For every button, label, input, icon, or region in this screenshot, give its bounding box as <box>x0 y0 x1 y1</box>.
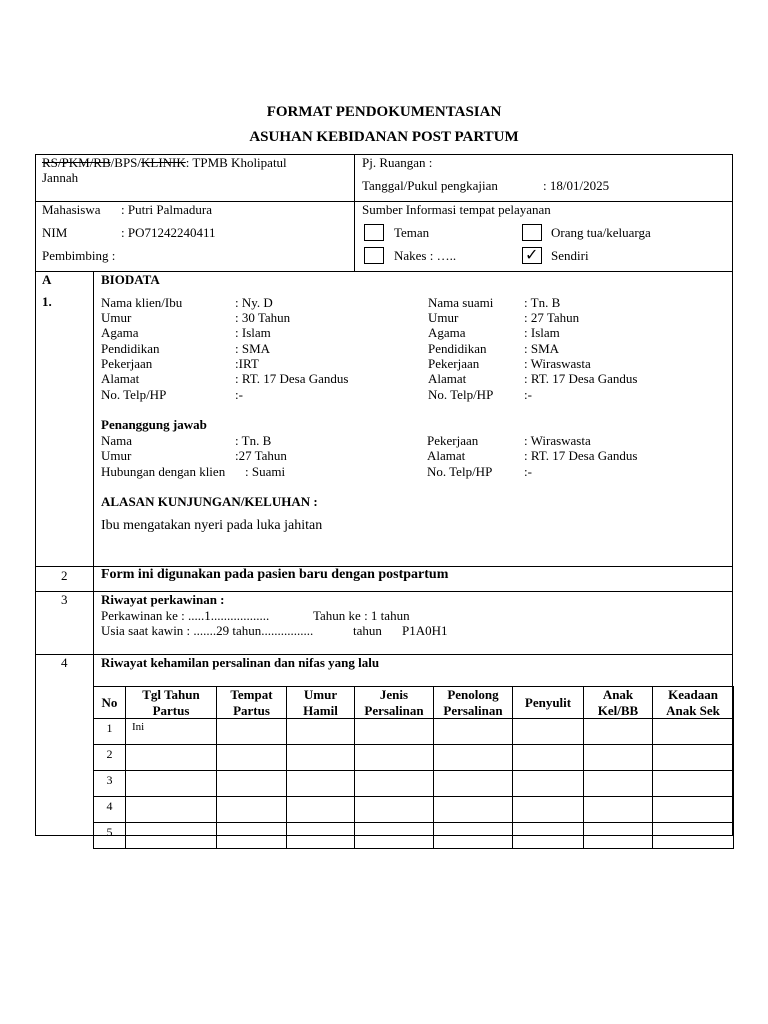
husband-field-label: Agama <box>428 325 466 340</box>
table-row <box>94 823 734 849</box>
section-a-number: 1. <box>42 294 52 309</box>
section-3-number: 3 <box>61 592 68 607</box>
guardian-field-value: :- <box>524 464 532 479</box>
table-header-row <box>94 687 734 719</box>
tanggal-label: Tanggal/Pukul pengkajian <box>362 178 498 193</box>
checkbox-teman[interactable] <box>364 224 384 241</box>
option-nakes-label: Nakes : ….. <box>394 248 457 263</box>
pj-ruangan-label: Pj. Ruangan : <box>362 155 433 170</box>
table-cell[interactable] <box>653 745 734 771</box>
husband-field-label: Alamat <box>428 371 467 386</box>
riwayat-kehamilan-heading: Riwayat kehamilan persalinan dan nifas yang lalu <box>101 655 380 670</box>
row-number: 2 <box>94 745 126 771</box>
husband-field-value: : RT. 17 Desa Gandus <box>524 371 638 386</box>
column-header: Keadaan Anak Sek <box>653 687 734 719</box>
checkmark-icon: ✓ <box>525 245 539 264</box>
document-subtitle: ASUHAN KEBIDANAN POST PARTUM <box>249 129 519 145</box>
gpa-code: P1A0H1 <box>402 623 448 638</box>
column-header: Penolong Persalinan <box>434 687 513 719</box>
usia-kawin: Usia saat kawin : .......29 tahun................ <box>101 623 314 638</box>
table-cell[interactable] <box>513 745 584 771</box>
husband-field-value: : Islam <box>524 325 560 340</box>
facility-name-cont: Jannah <box>42 170 79 185</box>
table-cell[interactable] <box>513 771 584 797</box>
table-cell[interactable] <box>217 823 287 849</box>
client-field-label: Agama <box>101 325 139 340</box>
guardian-field-label: Hubungan dengan klien <box>101 464 226 479</box>
husband-field-label: Pekerjaan <box>428 356 480 371</box>
tgl-cell[interactable] <box>126 771 217 797</box>
table-cell[interactable] <box>287 823 355 849</box>
table-cell[interactable] <box>217 719 287 745</box>
nim-value: : PO71242240411 <box>121 225 216 240</box>
guardian-field-value: : Tn. B <box>235 433 272 448</box>
client-field-value: : 30 Tahun <box>235 310 291 325</box>
table-cell[interactable] <box>287 745 355 771</box>
client-field-value: : Ny. D <box>235 295 273 310</box>
table-cell[interactable] <box>355 797 434 823</box>
tahun-ke: Tahun ke : 1 tahun <box>313 608 410 623</box>
husband-field-label: No. Telp/HP <box>428 387 494 402</box>
tgl-cell[interactable] <box>126 823 217 849</box>
table-cell[interactable] <box>513 823 584 849</box>
tanggal-value: : 18/01/2025 <box>543 178 610 193</box>
table-cell[interactable] <box>355 745 434 771</box>
client-field-label: No. Telp/HP <box>101 387 167 402</box>
penanggung-jawab-heading: Penanggung jawab <box>101 417 207 432</box>
mahasiswa-value: : Putri Palmadura <box>121 202 212 217</box>
table-cell[interactable] <box>584 797 653 823</box>
client-field-label: Pekerjaan <box>101 356 153 371</box>
table-cell[interactable] <box>584 719 653 745</box>
client-field-value: : SMA <box>235 341 271 356</box>
sumber-informasi-label: Sumber Informasi tempat pelayanan <box>362 202 551 217</box>
table-cell[interactable] <box>653 771 734 797</box>
column-header: Penyulit <box>513 687 584 719</box>
row-number: 4 <box>94 797 126 823</box>
table-cell[interactable] <box>287 719 355 745</box>
section-2-number: 2 <box>61 568 68 583</box>
table-cell[interactable] <box>217 771 287 797</box>
biodata-heading: BIODATA <box>101 272 160 287</box>
column-header: Tempat Partus <box>217 687 287 719</box>
table-row <box>94 771 734 797</box>
table-cell[interactable] <box>287 797 355 823</box>
option-sendiri-label: Sendiri <box>551 248 589 263</box>
row-number: 1 <box>94 719 126 745</box>
guardian-field-label: Nama <box>101 433 133 448</box>
section-4-number: 4 <box>61 655 68 670</box>
header-divider <box>354 154 355 271</box>
husband-field-label: Umur <box>428 310 459 325</box>
usia-kawin-unit: tahun <box>353 623 382 638</box>
section-a-letter: A <box>42 272 52 287</box>
alasan-kunjungan-text: Ibu mengatakan nyeri pada luka jahitan <box>101 518 323 533</box>
client-field-value: :- <box>235 387 243 402</box>
husband-field-label: Pendidikan <box>428 341 487 356</box>
client-field-value: :IRT <box>235 356 259 371</box>
guardian-field-label: No. Telp/HP <box>427 464 493 479</box>
table-cell[interactable] <box>217 797 287 823</box>
client-field-label: Umur <box>101 310 132 325</box>
facility-label: RS/PKM/RB/BPS/KLINIK: TPMB Kholipatul <box>42 155 287 170</box>
table-cell[interactable] <box>653 823 734 849</box>
client-field-label: Pendidikan <box>101 341 160 356</box>
table-cell[interactable] <box>287 771 355 797</box>
guardian-field-label: Umur <box>101 448 132 463</box>
checkbox-nakes[interactable] <box>364 247 384 264</box>
checkbox-orang-tua[interactable] <box>522 224 542 241</box>
husband-field-value: : SMA <box>524 341 560 356</box>
guardian-field-label: Pekerjaan <box>427 433 479 448</box>
tgl-cell[interactable] <box>126 797 217 823</box>
mahasiswa-label: Mahasiswa <box>42 202 101 217</box>
husband-field-value: : 27 Tahun <box>524 310 580 325</box>
table-row <box>94 719 734 745</box>
table-cell[interactable] <box>434 797 513 823</box>
column-header: Anak Kel/BB <box>584 687 653 719</box>
guardian-field-value: : Wiraswasta <box>524 433 591 448</box>
guardian-field-value: : RT. 17 Desa Gandus <box>524 448 638 463</box>
husband-field-value: : Wiraswasta <box>524 356 591 371</box>
client-field-value: : RT. 17 Desa Gandus <box>235 371 349 386</box>
client-field-value: : Islam <box>235 325 271 340</box>
table-cell[interactable] <box>434 745 513 771</box>
riwayat-perkawinan-heading: Riwayat perkawinan : <box>101 592 225 607</box>
option-teman-label: Teman <box>394 225 430 240</box>
row-number: 3 <box>94 771 126 797</box>
option-orang-tua-label: Orang tua/keluarga <box>551 225 651 240</box>
client-field-label: Alamat <box>101 371 140 386</box>
column-header: No <box>94 687 126 719</box>
row-number: 5 <box>94 823 126 849</box>
column-header: Umur Hamil <box>287 687 355 719</box>
table-cell[interactable] <box>653 719 734 745</box>
nim-label: NIM <box>42 225 68 240</box>
table-cell[interactable] <box>584 823 653 849</box>
table-cell[interactable] <box>217 745 287 771</box>
table-cell[interactable] <box>653 797 734 823</box>
table-cell[interactable] <box>434 719 513 745</box>
column-header: Tgl Tahun Partus <box>126 687 217 719</box>
client-field-label: Nama klien/Ibu <box>101 295 183 310</box>
guardian-field-value: : Suami <box>245 464 286 479</box>
husband-field-label: Nama suami <box>428 295 494 310</box>
table-cell[interactable] <box>513 719 584 745</box>
table-cell[interactable] <box>434 823 513 849</box>
alasan-kunjungan-heading: ALASAN KUNJUNGAN/KELUHAN : <box>101 494 318 509</box>
tgl-cell[interactable] <box>126 745 217 771</box>
table-cell[interactable] <box>584 745 653 771</box>
guardian-field-value: :27 Tahun <box>235 448 287 463</box>
frame-left <box>35 154 36 835</box>
column-header: Jenis Persalinan <box>355 687 434 719</box>
husband-field-value: : Tn. B <box>524 295 561 310</box>
table-row <box>94 745 734 771</box>
table-cell[interactable] <box>434 771 513 797</box>
table-cell[interactable] <box>355 719 434 745</box>
table-row <box>94 797 734 823</box>
checkbox-sendiri[interactable] <box>522 247 542 264</box>
perkawinan-ke: Perkawinan ke : .....1.................. <box>101 608 270 623</box>
document-title: FORMAT PENDOKUMENTASIAN <box>266 104 502 120</box>
pembimbing-label: Pembimbing : <box>42 248 116 263</box>
table-cell[interactable] <box>355 823 434 849</box>
tgl-cell[interactable]: Ini <box>126 719 217 745</box>
table-cell[interactable] <box>355 771 434 797</box>
section-2-text: Form ini digunakan pada pasien baru dengan postpartum <box>101 567 449 582</box>
table-cell[interactable] <box>513 797 584 823</box>
table-cell[interactable] <box>584 771 653 797</box>
guardian-field-label: Alamat <box>427 448 466 463</box>
history-table <box>93 686 734 849</box>
husband-field-value: :- <box>524 387 532 402</box>
